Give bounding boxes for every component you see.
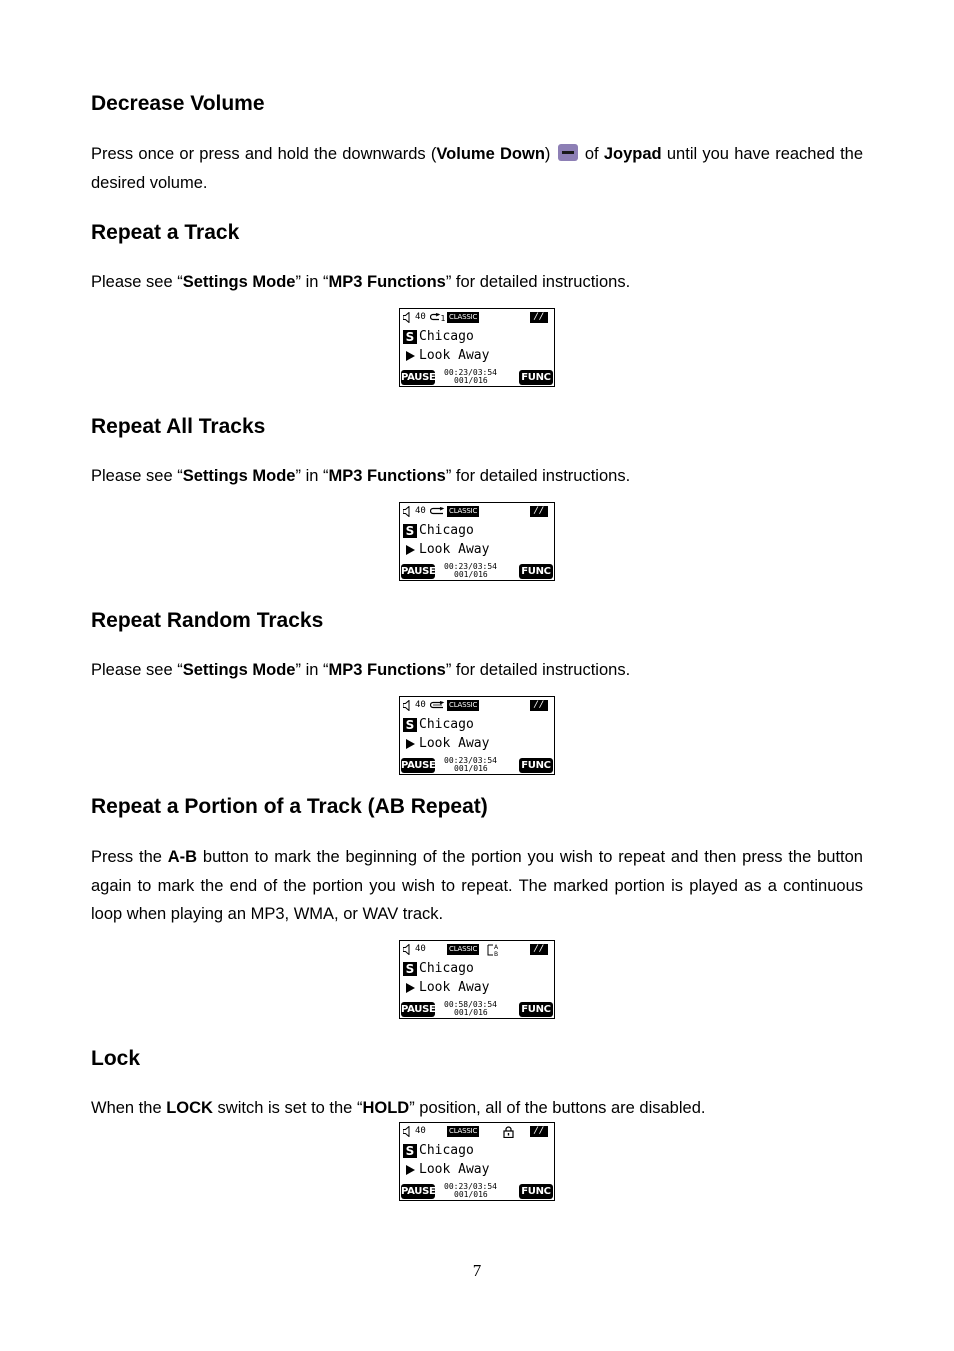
pause-button: PAUSE xyxy=(401,1004,436,1015)
track-title: Look Away xyxy=(419,980,490,995)
song-title: Chicago xyxy=(419,961,474,976)
heading-repeat-random: Repeat Random Tracks xyxy=(91,609,324,632)
play-time: 00:23/03:54 xyxy=(444,368,497,377)
lcd-screen-repeat-track xyxy=(399,308,555,387)
play-icon xyxy=(406,545,415,555)
eq-mode-badge: CLASSIC xyxy=(449,313,478,321)
track-count: 001/016 xyxy=(454,1190,488,1199)
lcd-screen-repeat-all xyxy=(399,502,555,581)
heading-repeat-track: Repeat a Track xyxy=(91,221,240,244)
track-title: Look Away xyxy=(419,736,490,751)
func-button: FUNC xyxy=(519,370,553,385)
heading-decrease-volume: Decrease Volume xyxy=(91,92,265,115)
paragraph-ab-repeat: Press the A-B button to mark the beginning of the portion you wish to repeat and then press the button again to mark the end of the portion you wish to repeat. The marked portion is played as a continuous loop when playing an MP3, WMA, or WAV track. xyxy=(91,848,863,923)
play-time: 00:23/03:54 xyxy=(444,1182,497,1191)
ab-mark-b: B xyxy=(494,951,499,957)
track-count: 001/016 xyxy=(454,1008,488,1017)
eq-mode-badge: CLASSIC xyxy=(449,507,478,515)
volume-level: 40 xyxy=(415,312,426,322)
ab-mark-a: A xyxy=(494,944,499,951)
lcd-screen-repeat-random xyxy=(399,696,555,775)
repeat-one-icon xyxy=(430,313,445,322)
lcd-status-row xyxy=(402,699,552,712)
pause-button: PAUSE xyxy=(401,1186,436,1197)
track-title: Look Away xyxy=(419,542,490,557)
play-icon xyxy=(406,351,415,361)
lcd-screen-ab-repeat xyxy=(399,940,555,1019)
volume-level: 40 xyxy=(415,944,426,954)
song-icon: S xyxy=(403,718,417,732)
volume-level: 40 xyxy=(415,700,426,710)
volume-level: 40 xyxy=(415,1126,426,1136)
paragraph-lock: When the LOCK switch is set to the “HOLD” position, all of the buttons are disabled. xyxy=(91,1099,706,1117)
track-count: 001/016 xyxy=(454,764,488,773)
paragraph-decrease-volume: Press once or press and hold the downwards (Volume Down) of Joypad until you have reached the desired volume. xyxy=(91,145,864,192)
battery-icon: // xyxy=(530,700,548,711)
repeat-one-mark: 1 xyxy=(440,314,445,322)
lcd-status-row xyxy=(402,1125,552,1138)
eq-mode-badge: CLASSIC xyxy=(449,701,478,709)
speaker-icon xyxy=(403,700,412,711)
play-time: 00:58/03:54 xyxy=(444,1000,497,1009)
func-button: FUNC xyxy=(519,1184,553,1199)
battery-icon: // xyxy=(530,506,548,517)
speaker-icon xyxy=(403,506,412,517)
page-number: 7 xyxy=(472,1261,482,1280)
lcd-status-row xyxy=(402,943,552,956)
heading-lock: Lock xyxy=(91,1047,141,1070)
song-icon: S xyxy=(403,330,417,344)
heading-repeat-all: Repeat All Tracks xyxy=(91,415,266,438)
song-icon: S xyxy=(403,1144,417,1158)
track-title: Look Away xyxy=(419,348,490,363)
play-icon xyxy=(406,739,415,749)
shuffle-repeat-icon xyxy=(430,701,445,710)
song-title: Chicago xyxy=(419,1143,474,1158)
lcd-status-row xyxy=(402,505,552,518)
paragraph-repeat-all: Please see “Settings Mode” in “MP3 Functions” for detailed instructions. xyxy=(91,467,631,485)
volume-down-icon xyxy=(558,144,578,161)
paragraph-repeat-track: Please see “Settings Mode” in “MP3 Functions” for detailed instructions. xyxy=(91,273,631,291)
pause-button: PAUSE xyxy=(401,372,436,383)
pause-button: PAUSE xyxy=(401,566,436,577)
repeat-all-icon xyxy=(430,507,445,516)
eq-mode-badge: CLASSIC xyxy=(449,1127,478,1135)
track-count: 001/016 xyxy=(454,376,488,385)
eq-mode-badge: CLASSIC xyxy=(449,945,478,953)
song-title: Chicago xyxy=(419,523,474,538)
song-title: Chicago xyxy=(419,717,474,732)
lcd-screen-lock xyxy=(399,1122,555,1201)
speaker-icon xyxy=(403,1126,412,1137)
func-button: FUNC xyxy=(519,758,553,773)
heading-ab-repeat: Repeat a Portion of a Track (AB Repeat) xyxy=(91,795,488,818)
battery-icon: // xyxy=(530,1126,548,1137)
track-count: 001/016 xyxy=(454,570,488,579)
speaker-icon xyxy=(403,944,412,955)
func-button: FUNC xyxy=(519,1002,553,1017)
song-icon: S xyxy=(403,962,417,976)
paragraph-repeat-random: Please see “Settings Mode” in “MP3 Functions” for detailed instructions. xyxy=(91,661,631,679)
ab-repeat-icon xyxy=(485,943,501,957)
play-icon xyxy=(406,1165,415,1175)
battery-icon: // xyxy=(530,944,548,955)
track-title: Look Away xyxy=(419,1162,490,1177)
song-title: Chicago xyxy=(419,329,474,344)
play-time: 00:23/03:54 xyxy=(444,756,497,765)
battery-icon: // xyxy=(530,312,548,323)
song-icon: S xyxy=(403,524,417,538)
lcd-status-row xyxy=(402,311,552,324)
lock-icon xyxy=(503,1126,514,1138)
func-button: FUNC xyxy=(519,564,553,579)
play-time: 00:23/03:54 xyxy=(444,562,497,571)
play-icon xyxy=(406,983,415,993)
pause-button: PAUSE xyxy=(401,760,436,771)
speaker-icon xyxy=(403,312,412,323)
volume-level: 40 xyxy=(415,506,426,516)
